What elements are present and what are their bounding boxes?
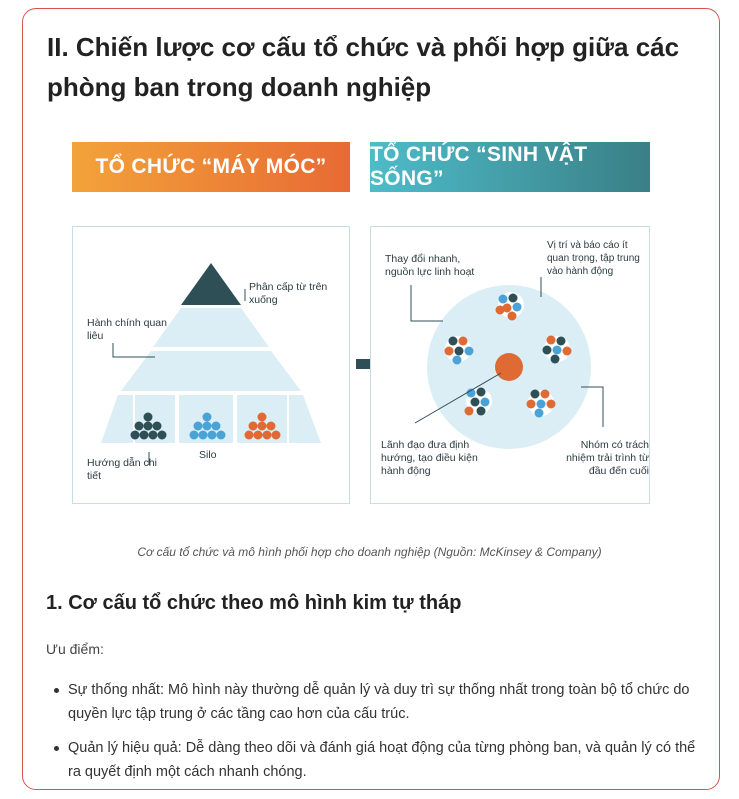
pros-label: Ưu điểm: <box>46 641 104 657</box>
label-teams: Nhóm có trách nhiệm trải trình từ đầu đến cuối <box>566 439 649 477</box>
silo-edge-left <box>101 395 133 443</box>
leadership-core <box>495 353 523 381</box>
pros-list <box>46 678 706 794</box>
label-leadership: Lãnh đạo đưa định hướng, tạo điều kiện hành động <box>381 439 478 477</box>
list-item: Quản lý hiệu quả: Dễ dàng theo dõi và đánh giá hoạt động của từng phòng ban, và quản lý có thể ra quyết định một cách nhanh chóng. <box>46 736 706 784</box>
figure-caption: Cơ cấu tổ chức và mô hình phối hợp cho doanh nghiệp (Nguồn: McKinsey & Company) <box>137 545 602 559</box>
label-silo: Silo <box>199 449 217 461</box>
label-position: Vị trí và báo cáo ít quan trọng, tập trung vào hành động <box>547 240 640 277</box>
silo-edge-right <box>289 395 321 443</box>
label-bureaucracy: Hành chính quan liêu <box>87 317 167 342</box>
label-top-down: Phân cấp từ trên xuống <box>249 281 328 306</box>
org-structure-figure <box>72 142 652 507</box>
living-org-banner: TỔ CHỨC “SINH VẬT SỐNG” <box>370 142 650 192</box>
pyramid-panel <box>72 226 350 504</box>
pyramid-top-icon <box>181 263 241 305</box>
list-item: Sự thống nhất: Mô hình này thường dễ quản lý và duy trì sự thống nhất trong toàn bộ tổ chức do quyền lực tập trung ở các tầng cao hơn của cấu trúc. <box>46 678 706 726</box>
subsection-title: 1. Cơ cấu tổ chức theo mô hình kim tự tháp <box>46 592 462 614</box>
label-fast-change: Thay đổi nhanh, nguồn lực linh hoạt <box>385 253 475 278</box>
section-title: II. Chiến lược cơ cấu tổ chức và phối hợp giữa các phòng ban trong doanh nghiệp <box>47 32 680 102</box>
arrow-fast-change <box>411 285 443 321</box>
label-detailed: Hướng dẫn chi tiết <box>87 457 157 482</box>
mechanical-org-banner: TỔ CHỨC “MÁY MÓC” <box>72 142 350 192</box>
pyramid-tier-2 <box>153 308 269 347</box>
organism-panel <box>370 226 650 504</box>
